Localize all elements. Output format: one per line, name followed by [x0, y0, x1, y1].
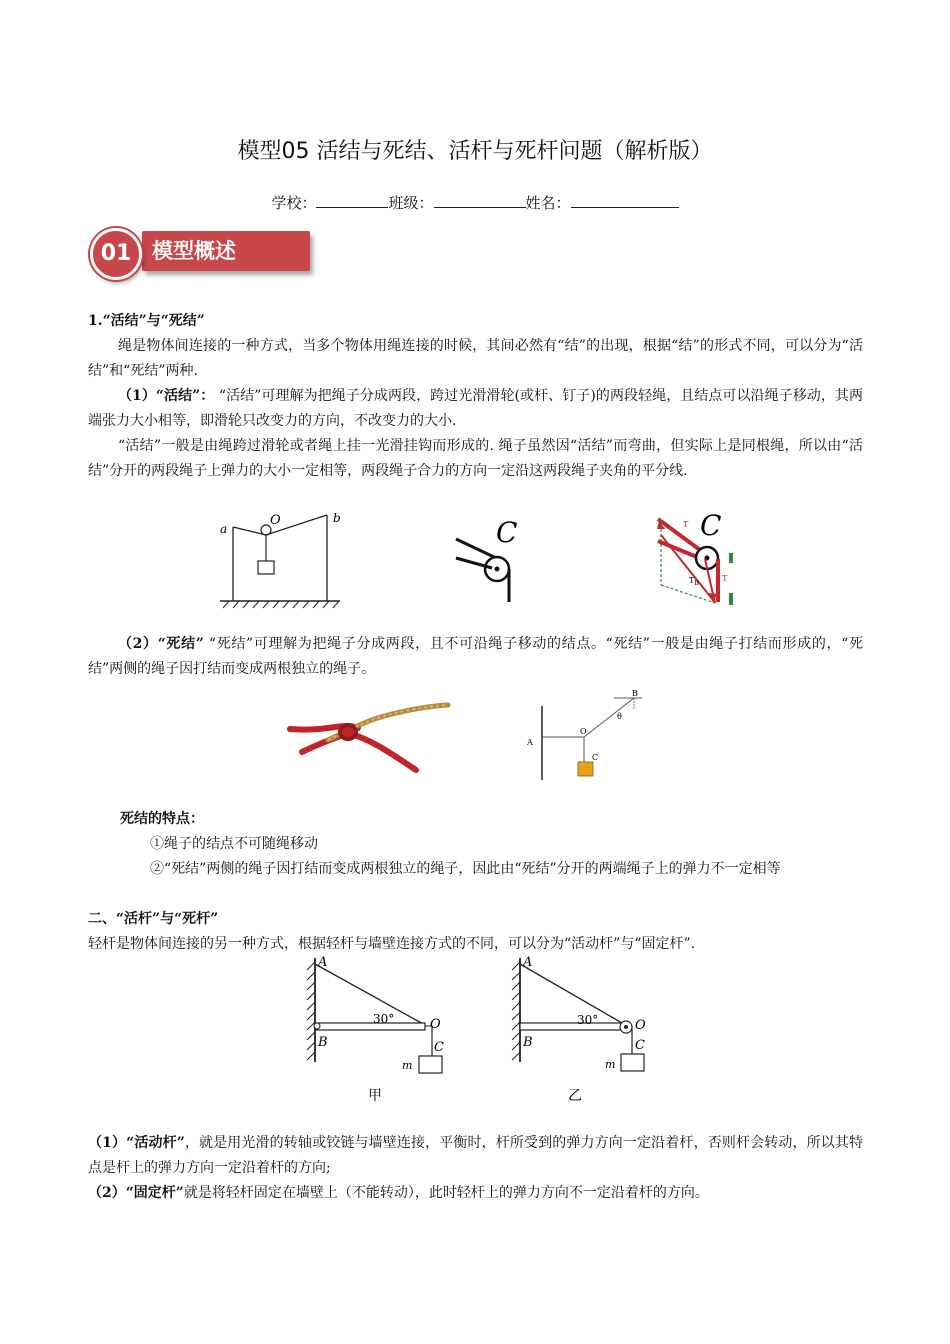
badge-bar [142, 231, 310, 271]
movable-rod-paragraph [88, 1131, 863, 1181]
figure-knot-rope [288, 700, 453, 780]
section1-intro: 绳是物体间连接的一种方式，当多个物体用绳连接的时候，其间必然有“结”的出现，根据“结”的形式不同，可以分为“活结”和“死结”两种. [88, 338, 863, 379]
dead-knot-paragraph [88, 632, 863, 682]
fig3-label-t1: T [683, 520, 689, 529]
section1-heading: 1.“活结”与“死结” [88, 313, 205, 329]
section2-intro: 轻杆是物体间连接的另一种方式，根据轻杆与墙壁连接方式的不同，可以分为“活动杆”与“固定杆”. [88, 936, 696, 952]
fig7-label-a: A [523, 955, 533, 970]
movable-rod-label: （1）“活动杆” [88, 1135, 185, 1151]
fig7-label-o: O [635, 1018, 646, 1033]
fig6-label-b: B [318, 1035, 328, 1050]
dead-knot-text: “死结”可理解为把绳子分成两段，且不可沿绳子移动的结点。“死结”一般是由绳子打结而形成的，“死结”两侧的绳子因打结而变成两根独立的绳子。 [88, 636, 864, 677]
class-blank [434, 193, 526, 208]
fig6-label-m: m [402, 1059, 413, 1072]
section-badge [90, 226, 315, 278]
live-knot-paragraph [88, 384, 863, 434]
badge-number: 01 [90, 228, 142, 280]
name-blank [571, 193, 679, 208]
page-title: 模型05 活结与死结、活杆与死杆问题（解析版） [237, 139, 713, 164]
fig6-label-a: A [318, 955, 328, 970]
figure-dead-knot [522, 688, 647, 783]
movable-rod-text: ，就是用光滑的转轴或铰链与墙壁连接，平衡时，杆所受到的弹力方向一定沿着杆，否则杆会转动，所以其特点是杆上的弹力方向一定沿着杆的方向; [88, 1135, 863, 1176]
dead-knot-features-title: 死结的特点： [120, 811, 204, 827]
badge-label: 模型概述 [152, 239, 236, 263]
fig3-label-t2: T [722, 574, 728, 583]
dead-knot-feature-1: ①绳子的结点不可随绳移动 [150, 836, 318, 852]
dead-knot-label: （2）“死结” [118, 636, 204, 652]
figure-pulley [452, 512, 532, 612]
fixed-rod-paragraph [88, 1181, 863, 1206]
fig3-label-c: C [700, 509, 722, 542]
fig1-label-a: a [220, 522, 228, 536]
fig1-label-o: O [270, 513, 281, 528]
dead-knot-feature-2: ②“死结”两侧的绳子因打结而变成两根独立的绳子，因此由“死结”分开的两端绳子上的弹力不一定相等 [150, 861, 781, 877]
fig6-label-angle: 30° [373, 1012, 395, 1026]
figure-pulley-forces [655, 505, 745, 615]
fig3-label-tb: $T_B$ [689, 576, 699, 587]
live-knot-text: “活结”可理解为把绳子分成两段，跨过光滑滑轮(或杆、钉子)的两段轻绳，且结点可以沿绳子移动，其两端张力大小相等，即滑轮只改变力的方向，不改变力的大小. [88, 388, 863, 429]
fig6-label-c: C [434, 1040, 444, 1055]
fig5-label-theta: θ [617, 712, 622, 721]
fig5-label-b: B [632, 689, 638, 698]
fig7-label-b: B [523, 1035, 533, 1050]
fixed-rod-text: 就是将轻杆固定在墙壁上（不能转动），此时轻杆上的弹力方向不一定沿着杆的方向。 [183, 1185, 709, 1201]
school-label: 学校： [271, 194, 317, 212]
live-knot-label: （1）“活结”： [118, 388, 215, 404]
fig7-label-angle: 30° [577, 1013, 599, 1027]
student-info-line [0, 192, 950, 213]
fig7-caption: 乙 [568, 1088, 582, 1104]
fig1-label-b: b [333, 511, 341, 525]
fig7-label-c: C [635, 1038, 645, 1053]
figure-hinged-rod [300, 952, 460, 1110]
class-label: 班级： [388, 194, 434, 212]
live-knot-paragraph-2: “活结”一般是由绳跨过滑轮或者绳上挂一光滑挂钩而形成的. 绳子虽然因“活结”而弯曲，但实际上是同根绳，所以由“活结”分开的两段绳子上弹力的大小一定相等，两段绳子合力的方向一定沿这两段绳子夹角的平分线. [88, 438, 863, 479]
fig5-label-c: C [592, 753, 599, 762]
section2-heading: 二、“活杆”与“死杆” [88, 911, 219, 927]
figure-hook-rope [215, 505, 345, 610]
fig6-caption: 甲 [368, 1088, 382, 1104]
fig5-label-a: A [527, 738, 533, 747]
figure-fixed-rod [505, 952, 665, 1110]
fixed-rod-label: （2）“固定杆” [88, 1185, 184, 1201]
name-label: 姓名： [525, 194, 571, 212]
fig2-label-c: C [496, 516, 518, 549]
school-blank [316, 193, 388, 208]
fig6-label-o: O [430, 1017, 441, 1032]
fig7-label-m: m [605, 1058, 616, 1071]
fig5-label-o: O [580, 727, 587, 736]
